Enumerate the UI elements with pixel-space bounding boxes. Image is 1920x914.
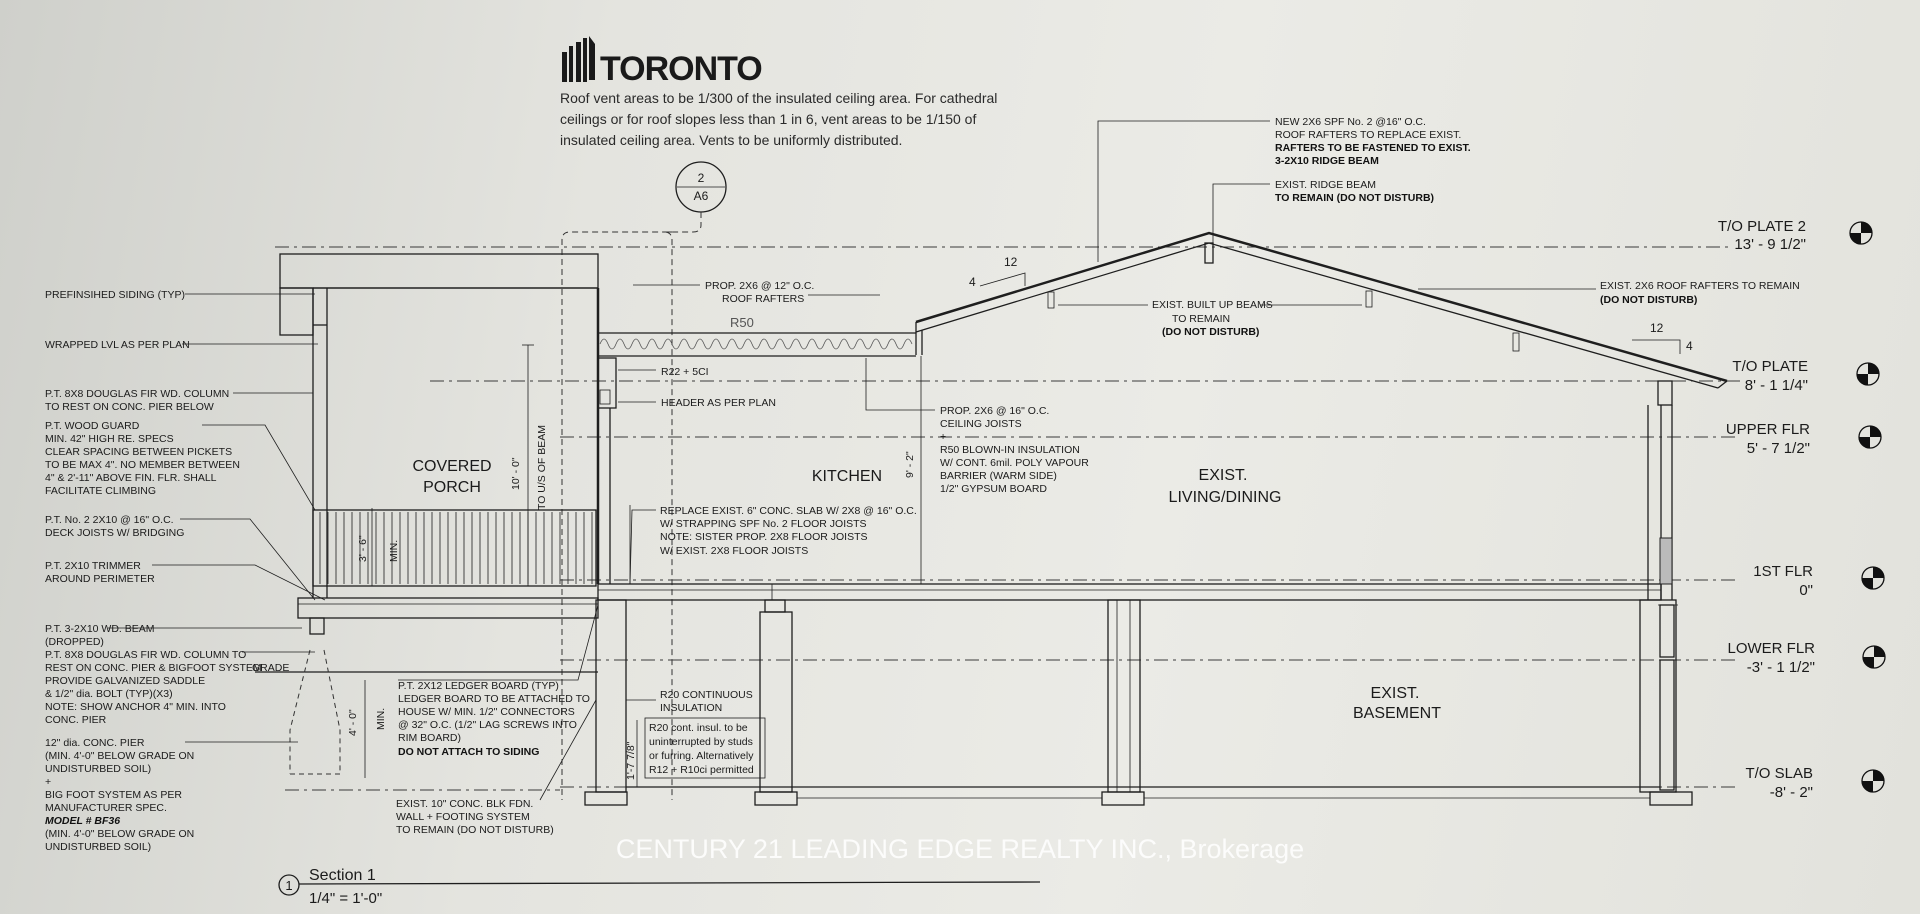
level-marker-1 (1718, 218, 1872, 253)
svg-text:HOUSE W/ MIN. 1/2" CONNECTORS: HOUSE W/ MIN. 1/2" CONNECTORS (398, 706, 575, 718)
note-line: P.T. 2X10 TRIMMER (45, 560, 141, 572)
note-line: DECK JOISTS W/ BRIDGING (45, 527, 185, 539)
svg-text:MIN.: MIN. (388, 539, 400, 562)
note-line: P.T. No. 2 2X10 @ 16" O.C. (45, 514, 174, 526)
level-elevation: 0" (1799, 582, 1813, 599)
exist-rafters-note (1418, 280, 1800, 306)
dimension-pier-depth (347, 708, 387, 736)
note-line: (DROPPED) (45, 636, 104, 648)
note-line: (MIN. 4'-0" BELOW GRADE ON (45, 750, 195, 762)
level-name: LOWER FLR (1727, 640, 1815, 657)
svg-text:PORCH: PORCH (423, 479, 481, 496)
note-line: CONC. PIER (45, 714, 107, 726)
note-line: UNDISTURBED SOIL) (45, 841, 152, 853)
right-wall (1648, 381, 1678, 790)
note-line: TO REST ON CONC. PIER BELOW (45, 401, 214, 413)
left-note-4 (45, 420, 240, 497)
level-marker-3 (1726, 421, 1881, 457)
svg-text:W/ CONT. 6mil. POLY VAPOUR: W/ CONT. 6mil. POLY VAPOUR (940, 457, 1089, 469)
level-marker-6 (1745, 765, 1884, 801)
svg-text:RIM BOARD): RIM BOARD) (398, 732, 461, 744)
note-line: + (45, 776, 52, 788)
kitchen-flat-roof (598, 333, 916, 356)
level-elevation: -3' - 1 1/2" (1746, 659, 1815, 676)
logo-text: TORONTO (600, 50, 762, 88)
left-note-8 (45, 737, 194, 853)
svg-text:EXIST. 10" CONC. BLK FDN.: EXIST. 10" CONC. BLK FDN. (396, 798, 534, 810)
svg-text:REPLACE EXIST. 6" CONC. SLAB W: REPLACE EXIST. 6" CONC. SLAB W/ 2X8 @ 16" O.C. (660, 505, 917, 517)
level-marker-4 (1753, 563, 1884, 599)
svg-text:ROOF RAFTERS: ROOF RAFTERS (722, 293, 805, 305)
svg-text:insulated ceiling area. Vents: insulated ceiling area. Vents to be uniformly distributed. (560, 132, 903, 148)
svg-text:PROP. 2X6 @ 16" O.C.: PROP. 2X6 @ 16" O.C. (940, 405, 1050, 417)
note-line: P.T. 8X8 DOUGLAS FIR WD. COLUMN (45, 388, 230, 400)
level-marker-5 (1727, 640, 1885, 676)
note-line: MANUFACTURER SPEC. (45, 802, 167, 814)
ledger-note (398, 605, 598, 758)
level-target-icon (1862, 567, 1884, 589)
skyline-icon (562, 36, 595, 82)
svg-text:EXIST.: EXIST. (1370, 685, 1420, 702)
svg-text:uninterrupted by studs: uninterrupted by studs (649, 736, 753, 748)
svg-text:R20 CONTINUOUS: R20 CONTINUOUS (660, 689, 753, 701)
svg-text:R22 + 5CI: R22 + 5CI (661, 366, 709, 378)
left-note-7 (45, 623, 262, 726)
note-line: (MIN. 4'-0" BELOW GRADE ON (45, 828, 195, 840)
svg-text:R20 cont. insul. to be: R20 cont. insul. to be (649, 722, 748, 734)
note-line: AROUND PERIMETER (45, 573, 155, 585)
note-line: MODEL # BF36 (45, 815, 121, 827)
note-line: REST ON CONC. PIER & BIGFOOT SYSTEM (45, 662, 262, 674)
svg-text:(DO NOT DISTURB): (DO NOT DISTURB) (1600, 294, 1698, 306)
level-name: T/O PLATE 2 (1717, 218, 1806, 235)
note-line: PROVIDE GALVANIZED SADDLE (45, 675, 206, 687)
svg-text:TO REMAIN (DO NOT DISTURB): TO REMAIN (DO NOT DISTURB) (396, 824, 554, 836)
svg-text:TO REMAIN: TO REMAIN (1172, 313, 1231, 325)
svg-text:PROP. 2X6 @ 12" O.C.: PROP. 2X6 @ 12" O.C. (705, 280, 815, 292)
toronto-logo (562, 36, 762, 88)
svg-text:R12 + R10ci permitted: R12 + R10ci permitted (649, 764, 754, 776)
svg-text:HEADER AS PER PLAN: HEADER AS PER PLAN (661, 397, 776, 409)
svg-text:9' - 2": 9' - 2" (904, 451, 916, 478)
note-line: UNDISTURBED SOIL) (45, 763, 152, 775)
svg-text:EXIST. 2X6 ROOF RAFTERS TO REM: EXIST. 2X6 ROOF RAFTERS TO REMAIN (1600, 280, 1800, 292)
dimension-r20 (625, 720, 637, 787)
note-line: P.T. 8X8 DOUGLAS FIR WD. COLUMN TO (45, 649, 247, 661)
left-note-3 (45, 388, 229, 413)
svg-text:or furring. Alternatively: or furring. Alternatively (649, 750, 754, 762)
svg-text:Roof vent areas to be 1/300 of: Roof vent areas to be 1/300 of the insulated ceiling area. For cathedral (560, 90, 998, 106)
level-elevation: 5' - 7 1/2" (1746, 440, 1810, 457)
level-marker-2 (1732, 358, 1879, 394)
first-floor (598, 584, 1661, 600)
slab-note (630, 505, 917, 584)
level-target-icon (1850, 222, 1872, 244)
svg-text:NOTE: SISTER PROP. 2X8 FLOOR J: NOTE: SISTER PROP. 2X8 FLOOR JOISTS (660, 531, 868, 543)
slope-indicator-right (1632, 321, 1693, 354)
level-elevation: 8' - 1 1/4" (1744, 377, 1808, 394)
svg-text:CEILING JOISTS: CEILING JOISTS (940, 418, 1022, 430)
svg-text:W/ EXIST. 2X8 FLOOR JOISTS: W/ EXIST. 2X8 FLOOR JOISTS (660, 545, 809, 557)
watermark: CENTURY 21 LEADING EDGE REALTY INC., Brokerage (615, 834, 1305, 864)
level-name: 1ST FLR (1753, 563, 1813, 580)
svg-text:LEDGER BOARD TO BE ATTACHED TO: LEDGER BOARD TO BE ATTACHED TO (398, 693, 590, 705)
note-line: P.T. WOOD GUARD (45, 420, 140, 432)
grade-label: GRADE (252, 662, 290, 674)
room-living-dining (1169, 467, 1282, 506)
section-title: Section 1 (309, 867, 376, 884)
svg-text:BARRIER (WARM SIDE): BARRIER (WARM SIDE) (940, 470, 1057, 482)
svg-text:NEW 2X6 SPF No. 2 @16" O.C.: NEW 2X6 SPF No. 2 @16" O.C. (1275, 116, 1426, 128)
svg-text:12: 12 (1650, 321, 1664, 335)
note-line: P.T. 3-2X10 WD. BEAM (45, 623, 155, 635)
svg-text:4' - 0": 4' - 0" (347, 709, 359, 736)
left-notes (45, 289, 325, 853)
title-block (279, 867, 1040, 907)
note-line: 12" dia. CONC. PIER (45, 737, 145, 749)
header-plan-note (618, 397, 776, 409)
svg-text:1: 1 (285, 878, 293, 893)
svg-text:ceilings or for roof slopes le: ceilings or for roof slopes less than 1 in 6, vent areas to be 1/150 of (560, 111, 977, 127)
kitchen-header (598, 358, 630, 584)
section-scale: 1/4" = 1'-0" (309, 890, 383, 907)
slope-indicator-left (969, 255, 1025, 289)
svg-text:MIN.: MIN. (375, 707, 387, 730)
level-target-icon (1859, 426, 1881, 448)
svg-text:10' - 0": 10' - 0" (510, 457, 522, 490)
note-line: & 1/2" dia. BOLT (TYP)(X3) (45, 688, 173, 700)
svg-text:EXIST.: EXIST. (1198, 467, 1248, 484)
note-line: TO BE MAX 4". NO MEMBER BETWEEN (45, 459, 240, 471)
note-line: MIN. 42" HIGH RE. SPECS (45, 433, 174, 445)
svg-text:TO REMAIN (DO NOT DISTURB): TO REMAIN (DO NOT DISTURB) (1275, 192, 1435, 204)
r20-box-note (645, 718, 765, 778)
level-target-icon (1857, 363, 1879, 385)
svg-text:ROOF RAFTERS TO REPLACE EXIST.: ROOF RAFTERS TO REPLACE EXIST. (1275, 129, 1462, 141)
left-note-2 (45, 339, 190, 351)
svg-text:W/ STRAPPING SPF No. 2 FLOOR J: W/ STRAPPING SPF No. 2 FLOOR JOISTS (660, 518, 867, 530)
main-roof (916, 233, 1727, 388)
svg-text:LIVING/DINING: LIVING/DINING (1168, 489, 1282, 506)
left-note-5 (45, 514, 184, 539)
note-line: 4" & 2'-11" ABOVE FIN. FLR. SHALL (45, 472, 217, 484)
note-line: CLEAR SPACING BETWEEN PICKETS (45, 446, 233, 458)
svg-text:1/2" GYPSUM BOARD: 1/2" GYPSUM BOARD (940, 483, 1048, 495)
level-elevation: -8' - 2" (1769, 784, 1813, 801)
ceiling-joists-note (866, 358, 1089, 495)
svg-text:DO NOT ATTACH TO SIDING: DO NOT ATTACH TO SIDING (398, 746, 540, 758)
svg-text:A6: A6 (693, 189, 709, 203)
svg-text:12: 12 (1004, 255, 1018, 269)
note-line: BIG FOOT SYSTEM AS PER (45, 789, 182, 801)
r22-note (618, 366, 709, 378)
note-line: NOTE: SHOW ANCHOR 4" MIN. INTO (45, 701, 226, 713)
room-covered-porch (412, 458, 491, 496)
svg-text:4: 4 (969, 275, 976, 289)
porch-guard (313, 510, 596, 586)
svg-text:3-2X10 RIDGE BEAM: 3-2X10 RIDGE BEAM (1275, 155, 1379, 167)
svg-text:TO U/S OF BEAM: TO U/S OF BEAM (536, 425, 548, 510)
svg-text:2: 2 (697, 171, 705, 185)
svg-text:P.T. 2X12 LEDGER BOARD (TYP): P.T. 2X12 LEDGER BOARD (TYP) (398, 680, 559, 692)
r20-note (626, 689, 753, 714)
level-target-icon (1863, 646, 1885, 668)
level-target-icon (1862, 770, 1884, 792)
svg-text:WALL + FOOTING SYSTEM: WALL + FOOTING SYSTEM (396, 811, 530, 823)
note-line: PREFINSIHED SIDING (TYP) (45, 289, 186, 301)
level-name: T/O PLATE (1732, 358, 1808, 375)
svg-text:1'-7 7/8": 1'-7 7/8" (625, 741, 637, 780)
roof-vent-note (560, 90, 997, 148)
dimension-kitchen-height (904, 356, 927, 584)
note-line: FACILITATE CLIMBING (45, 485, 157, 497)
ridge-beam-note (1213, 179, 1434, 243)
svg-text:+: + (940, 431, 947, 443)
svg-text:COVERED: COVERED (412, 458, 492, 475)
left-note-1 (45, 289, 185, 301)
room-kitchen: KITCHEN (811, 468, 883, 485)
prop-rafters-note (633, 280, 880, 305)
svg-text:EXIST. RIDGE BEAM: EXIST. RIDGE BEAM (1275, 179, 1376, 191)
level-name: T/O SLAB (1745, 765, 1813, 782)
svg-text:(DO NOT DISTURB): (DO NOT DISTURB) (1162, 326, 1260, 338)
left-note-6 (45, 560, 155, 585)
svg-text:EXIST. BUILT UP BEAMS: EXIST. BUILT UP BEAMS (1152, 299, 1273, 311)
level-name: UPPER FLR (1725, 421, 1810, 438)
svg-text:4: 4 (1686, 339, 1693, 353)
dimension-guard-height (357, 508, 400, 586)
room-basement (1353, 685, 1441, 722)
svg-text:R50 BLOWN-IN INSULATION: R50 BLOWN-IN INSULATION (940, 444, 1080, 456)
svg-text:3' - 6": 3' - 6" (357, 535, 369, 562)
r50-label: R50 (730, 315, 754, 330)
built-up-beams-note (1058, 299, 1362, 338)
svg-text:RAFTERS TO BE FASTENED TO EXIS: RAFTERS TO BE FASTENED TO EXIST. (1275, 142, 1471, 154)
svg-text:@ 32" O.C. (1/2" LAG SCREWS IN: @ 32" O.C. (1/2" LAG SCREWS INTO (398, 719, 577, 731)
svg-text:BASEMENT: BASEMENT (1352, 705, 1442, 722)
level-elevation: 13' - 9 1/2" (1734, 236, 1806, 253)
svg-text:INSULATION: INSULATION (660, 702, 723, 714)
note-line: WRAPPED LVL AS PER PLAN (45, 339, 190, 351)
